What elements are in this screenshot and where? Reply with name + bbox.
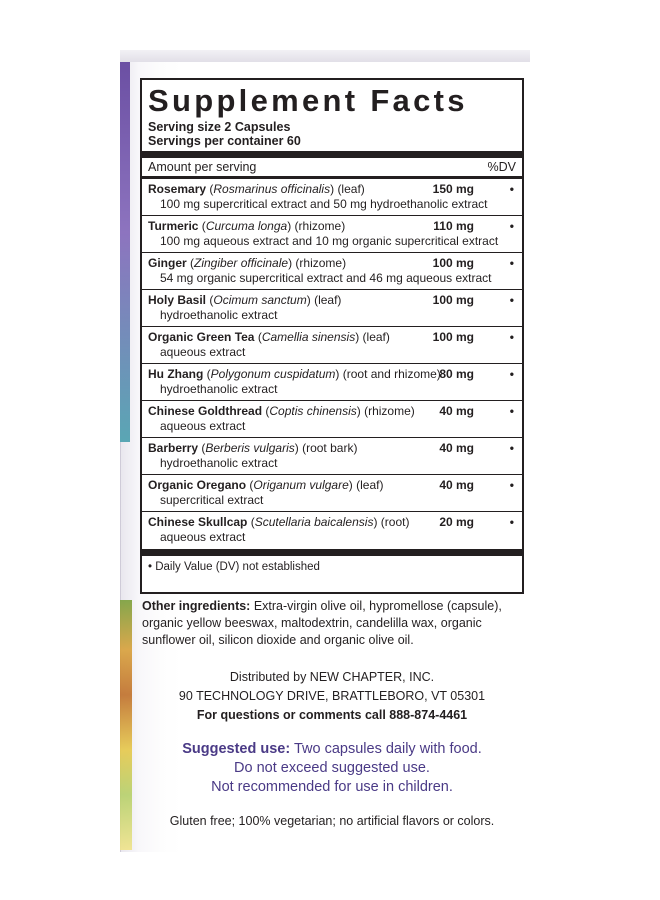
ingredient-name: Turmeric	[148, 219, 199, 233]
divider-thick-bottom	[142, 549, 522, 556]
ingredient-dv: •	[509, 182, 514, 196]
ingredient-row	[142, 401, 522, 438]
suggested-use-block	[140, 740, 524, 797]
divider-thick	[142, 151, 522, 158]
ingredient-row	[142, 327, 522, 364]
distributor-name: Distributed by NEW CHAPTER, INC.	[229, 670, 435, 684]
ingredient-name: Hu Zhang	[148, 367, 204, 381]
dv-header: %DV	[487, 160, 516, 174]
facts-title: Supplement Facts	[148, 83, 468, 118]
ingredient-latin-name: Curcuma longa	[205, 219, 288, 233]
ingredient-amount: 80 mg	[439, 367, 474, 381]
box-purple-edge	[120, 62, 130, 442]
supplement-facts-panel	[140, 78, 524, 594]
ingredient-dv: •	[509, 367, 514, 381]
ingredient-row	[142, 179, 522, 216]
dv-footnote: • Daily Value (DV) not established	[148, 561, 320, 573]
ingredient-amount: 100 mg	[432, 330, 474, 344]
other-ingredients-label: Other ingredients:	[142, 599, 251, 613]
serving-size: Serving size 2 Capsules	[148, 120, 291, 134]
ingredient-latin-name: Polygonum cuspidatum	[210, 367, 336, 381]
ingredient-name: Organic Oregano	[148, 478, 247, 492]
ingredient-part: (leaf)	[314, 293, 342, 307]
ingredient-name-line: Chinese Skullcap (Scutellaria baicalensis) (root)	[148, 515, 410, 529]
suggested-use-children: Not recommended for use in children.	[211, 779, 453, 795]
ingredient-amount: 150 mg	[432, 182, 474, 196]
ingredient-part: (root bark)	[302, 441, 358, 455]
ingredient-dv: •	[509, 256, 514, 270]
ingredient-name-line: Chinese Goldthread (Coptis chinensis) (rhizome)	[148, 404, 415, 418]
ingredient-amount: 40 mg	[439, 441, 474, 455]
ingredient-detail: hydroethanolic extract	[160, 456, 278, 470]
box-botanical-art-edge	[120, 600, 132, 850]
ingredient-amount: 40 mg	[439, 478, 474, 492]
ingredient-latin-name: Coptis chinensis	[269, 404, 357, 418]
suggested-use-line1	[140, 740, 524, 759]
amount-header-row	[148, 158, 516, 176]
ingredient-detail: 54 mg organic supercritical extract and 46 mg aqueous extract	[160, 271, 492, 285]
ingredient-name: Rosemary	[148, 182, 207, 196]
suggested-use-text: Two capsules daily with food.	[293, 741, 482, 757]
ingredient-amount: 100 mg	[432, 293, 474, 307]
ingredient-detail: hydroethanolic extract	[160, 382, 278, 396]
distributor-address: 90 TECHNOLOGY DRIVE, BRATTLEBORO, VT 05301	[178, 689, 486, 703]
ingredient-latin-name: Berberis vulgaris	[205, 441, 295, 455]
ingredient-dv: •	[509, 515, 514, 529]
ingredient-name: Chinese Skullcap	[148, 515, 248, 529]
ingredient-dv: •	[509, 219, 514, 233]
ingredient-part: (rhizome)	[294, 219, 346, 233]
ingredient-row	[142, 364, 522, 401]
ingredient-part: (leaf)	[356, 478, 384, 492]
ingredient-row	[142, 253, 522, 290]
distributor-block	[140, 668, 524, 725]
servings-per-container: Servings per container 60	[148, 134, 301, 148]
ingredient-name-line: Organic Oregano (Origanum vulgare) (leaf)	[148, 478, 384, 492]
ingredient-dv: •	[509, 478, 514, 492]
ingredient-part: (leaf)	[337, 182, 365, 196]
ingredient-dv: •	[509, 441, 514, 455]
ingredient-name-line: Rosemary (Rosmarinus officinalis) (leaf)	[148, 182, 365, 196]
ingredient-name: Ginger	[148, 256, 187, 270]
ingredient-part: (rhizome)	[364, 404, 415, 418]
ingredient-amount: 40 mg	[439, 404, 474, 418]
ingredient-detail: hydroethanolic extract	[160, 308, 278, 322]
ingredient-row	[142, 216, 522, 253]
ingredient-name: Organic Green Tea	[148, 330, 255, 344]
suggested-use-warning: Do not exceed suggested use.	[234, 760, 430, 776]
other-ingredients-text: Extra-virgin olive oil, hypromellose (capsule), organic yellow beeswax, maltodextrin, candelilla wax, organic sunflower oil, silicon dioxide and organic olive oil.	[142, 599, 502, 647]
ingredient-name-line: Ginger (Zingiber officinale) (rhizome)	[148, 256, 347, 270]
ingredient-part: (rhizome)	[295, 256, 347, 270]
ingredient-part: (leaf)	[362, 330, 390, 344]
ingredient-name-line: Turmeric (Curcuma longa) (rhizome)	[148, 219, 346, 233]
ingredient-name-line: Organic Green Tea (Camellia sinensis) (leaf)	[148, 330, 390, 344]
ingredient-dv: •	[509, 404, 514, 418]
ingredient-part: (root)	[380, 515, 410, 529]
ingredient-amount: 110 mg	[433, 219, 474, 233]
ingredient-name-line: Hu Zhang (Polygonum cuspidatum) (root and rhizome)	[148, 367, 441, 381]
ingredient-list	[148, 179, 516, 549]
ingredient-latin-name: Origanum vulgare	[253, 478, 349, 492]
ingredient-part: (root and rhizome)	[342, 367, 441, 381]
ingredient-name-line: Holy Basil (Ocimum sanctum) (leaf)	[148, 293, 342, 307]
ingredient-row	[142, 438, 522, 475]
ingredient-latin-name: Ocimum sanctum	[213, 293, 307, 307]
ingredient-amount: 100 mg	[432, 256, 474, 270]
ingredient-detail: aqueous extract	[160, 345, 246, 359]
ingredient-name: Chinese Goldthread	[148, 404, 263, 418]
ingredient-dv: •	[509, 293, 514, 307]
ingredient-amount: 20 mg	[439, 515, 474, 529]
ingredient-row	[142, 290, 522, 327]
ingredient-detail: 100 mg aqueous extract and 10 mg organic supercritical extract	[160, 234, 499, 248]
other-ingredients	[142, 598, 530, 649]
ingredient-detail: aqueous extract	[160, 530, 246, 544]
ingredient-name-line: Barberry (Berberis vulgaris) (root bark)	[148, 441, 358, 455]
ingredient-dv: •	[509, 330, 514, 344]
ingredient-detail: aqueous extract	[160, 419, 246, 433]
distributor-contact: For questions or comments call 888-874-4461	[196, 708, 468, 722]
amount-header: Amount per serving	[148, 160, 257, 174]
ingredient-name: Holy Basil	[148, 293, 207, 307]
ingredient-latin-name: Scutellaria baicalensis	[254, 515, 374, 529]
ingredient-detail: supercritical extract	[160, 493, 264, 507]
ingredient-row	[142, 475, 522, 512]
product-claims: Gluten free; 100% vegetarian; no artificial flavors or colors.	[169, 814, 495, 828]
ingredient-latin-name: Zingiber officinale	[194, 256, 289, 270]
ingredient-row	[142, 512, 522, 549]
ingredient-latin-name: Camellia sinensis	[261, 330, 356, 344]
ingredient-detail: 100 mg supercritical extract and 50 mg hydroethanolic extract	[160, 197, 488, 211]
suggested-use-label: Suggested use:	[182, 741, 291, 757]
ingredient-name: Barberry	[148, 441, 199, 455]
ingredient-latin-name: Rosmarinus officinalis	[213, 182, 331, 196]
